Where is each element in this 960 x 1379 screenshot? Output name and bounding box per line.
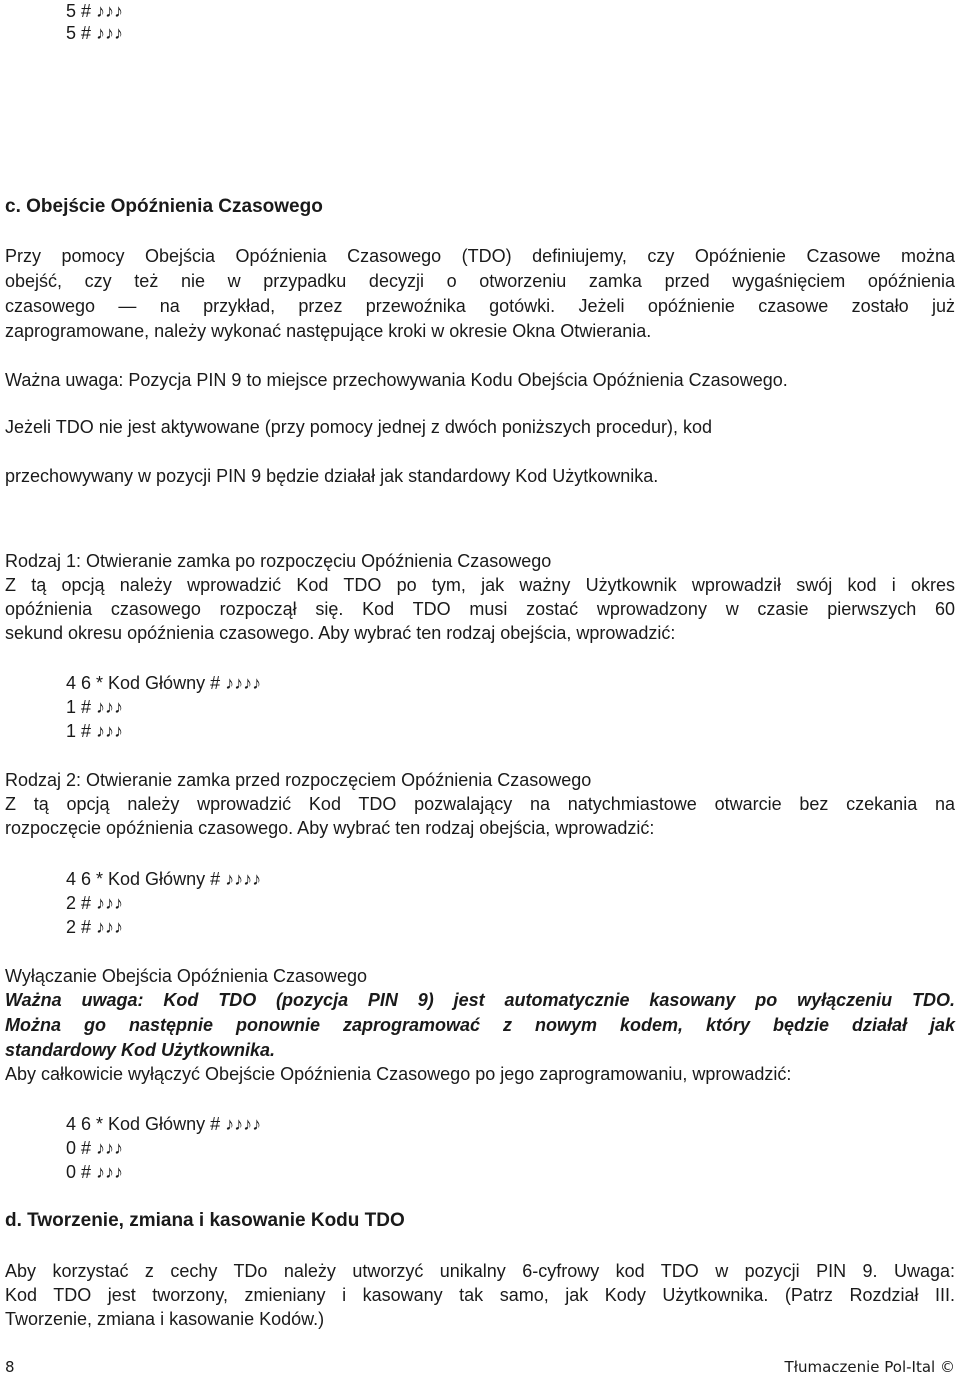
paragraph-line: Z tą opcją należy wprowadzić Kod TDO pozwalający na natychmiastowe otwarcie bez czekania na — [5, 794, 955, 814]
code-line: 4 6 * Kod Główny # ♪♪♪♪ — [66, 869, 262, 889]
paragraph-line: Z tą opcją należy wprowadzić Kod TDO po tym, jak ważny Użytkownik wprowadził swój kod i okres — [5, 575, 955, 595]
code-line: 4 6 * Kod Główny # ♪♪♪♪ — [66, 1114, 262, 1134]
paragraph-line: zaprogramowane, należy wykonać następujące kroki w okresie Okna Otwierania. — [5, 321, 652, 341]
bold-warning-line: standardowy Kod Użytkownika. — [5, 1040, 276, 1060]
code-line: 1 # ♪♪♪ — [66, 697, 124, 717]
code-line: 2 # ♪♪♪ — [66, 893, 124, 913]
subsection-title: Wyłączanie Obejścia Opóźnienia Czasowego — [5, 966, 368, 986]
code-line: 2 # ♪♪♪ — [66, 917, 124, 937]
code-line: 0 # ♪♪♪ — [66, 1162, 124, 1182]
code-line: 0 # ♪♪♪ — [66, 1138, 124, 1158]
paragraph-line: obejść, czy też nie w przypadku decyzji o otworzeniu zamka przed wygaśnięciem opóźnienia — [5, 271, 955, 291]
note-line: przechowywany w pozycji PIN 9 będzie działał jak standardowy Kod Użytkownika. — [5, 466, 659, 486]
paragraph-line: opóźnienia czasowego rozpoczął się. Kod TDO musi zostać wprowadzony w czasie pierwszych 60 — [5, 599, 955, 619]
paragraph-line: sekund okresu opóźnienia czasowego. Aby wybrać ten rodzaj obejścia, wprowadzić: — [5, 623, 676, 643]
code-line: 5 # ♪♪♪ — [66, 23, 124, 43]
subsection-title: Rodzaj 1: Otwieranie zamka po rozpoczęciu Opóźnienia Czasowego — [5, 551, 552, 571]
bold-warning-line: Można go następnie ponownie zaprogramować z nowym kodem, który będzie działał jak — [5, 1015, 955, 1035]
paragraph-line: czasowego — na przykład, przez przewoźnika gotówki. Jeżeli opóźnienie czasowe zostało już — [5, 296, 955, 316]
paragraph-line: Tworzenie, zmiana i kasowanie Kodów.) — [5, 1309, 325, 1329]
paragraph-line: Kod TDO jest tworzony, zmieniany i kasowany tak samo, jak Kody Użytkownika. (Patrz Rozdział III. — [5, 1285, 955, 1305]
subsection-title: Rodzaj 2: Otwieranie zamka przed rozpoczęciem Opóźnienia Czasowego — [5, 770, 592, 790]
important-note: Ważna uwaga: Pozycja PIN 9 to miejsce przechowywania Kodu Obejścia Opóźnienia Czasowego. — [5, 370, 788, 390]
paragraph-line: rozpoczęcie opóźnienia czasowego. Aby wybrać ten rodzaj obejścia, wprowadzić: — [5, 818, 655, 838]
section-heading: c. Obejście Opóźnienia Czasowego — [5, 196, 323, 217]
bold-warning-line: Ważna uwaga: Kod TDO (pozycja PIN 9) jest automatycznie kasowany po wyłączeniu TDO. — [5, 990, 955, 1010]
section-heading: d. Tworzenie, zmiana i kasowanie Kodu TDO — [5, 1210, 405, 1231]
code-line: 4 6 * Kod Główny # ♪♪♪♪ — [66, 673, 262, 693]
code-line: 1 # ♪♪♪ — [66, 721, 124, 741]
page-number: 8 — [5, 1358, 15, 1376]
instruction-line: Aby całkowicie wyłączyć Obejście Opóźnienia Czasowego po jego zaprogramowaniu, wprowadzić: — [5, 1064, 792, 1084]
paragraph-line: Aby korzystać z cechy TDo należy utworzyć unikalny 6-cyfrowy kod TDO w pozycji PIN 9. Uwaga: — [5, 1261, 955, 1281]
note-line: Jeżeli TDO nie jest aktywowane (przy pomocy jednej z dwóch poniższych procedur), kod — [5, 417, 712, 437]
code-line: 5 # ♪♪♪ — [66, 1, 124, 21]
footer-credit: Tłumaczenie Pol-Ital © — [784, 1358, 955, 1376]
paragraph-line: Przy pomocy Obejścia Opóźnienia Czasowego (TDO) definiujemy, czy Opóźnienie Czasowe można — [5, 246, 955, 266]
